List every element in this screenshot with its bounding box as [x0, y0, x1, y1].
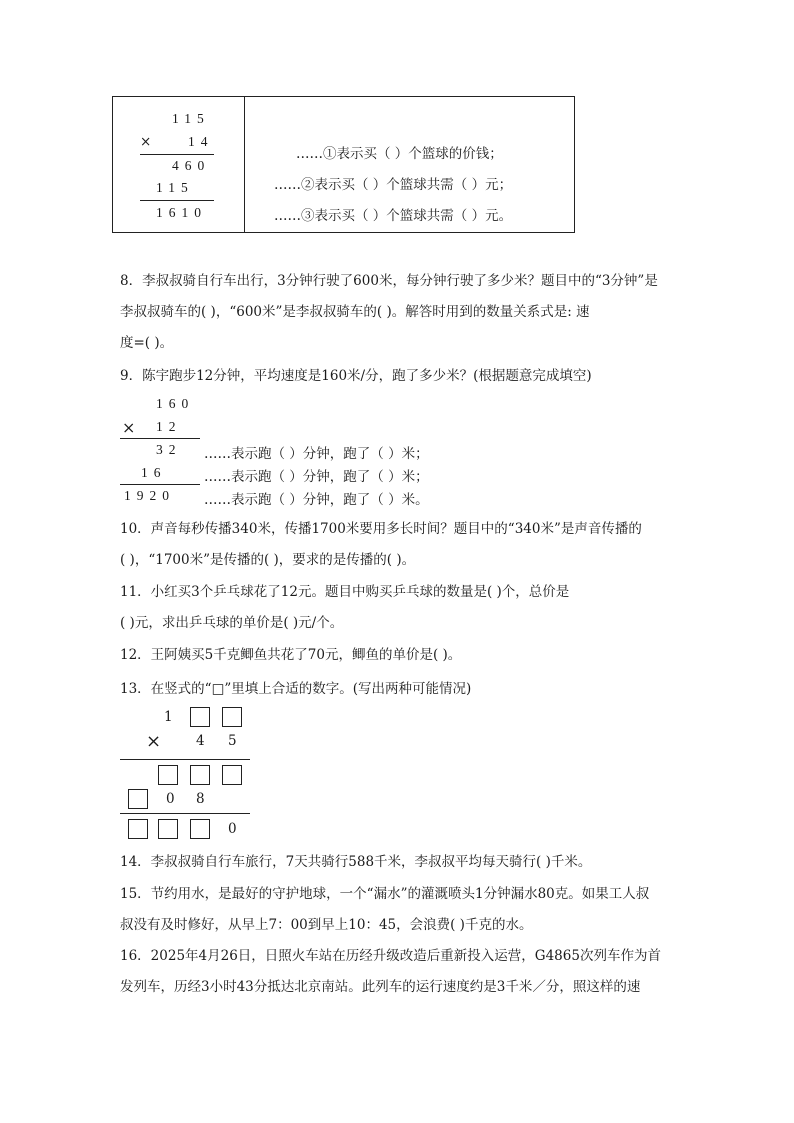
q13-row2-digit-4: 4 — [196, 733, 205, 749]
question-11-line-1: 11．小红买3个乒乓球花了12元。题目中购买乒乓球的数量是( )个，总价是 — [120, 584, 570, 600]
q9-note-1: ……表示跑（ ）分钟，跑了（ ）米； — [204, 446, 429, 462]
q13-blank-box[interactable] — [158, 819, 178, 839]
q9-row-product: 1920 — [124, 488, 175, 503]
q13-rule-2 — [120, 813, 250, 814]
table-row-product: 1610 — [156, 205, 207, 220]
q13-blank-box[interactable] — [190, 819, 210, 839]
question-13-title: 13．在竖式的“□”里填上合适的数字。(写出两种可能情况) — [120, 681, 472, 697]
table-row-partial-1: 460 — [172, 158, 211, 173]
q13-row5-digit-0: 0 — [228, 821, 237, 837]
table-row-multiplier: 14 — [188, 134, 214, 149]
q9-rule-2 — [120, 484, 200, 485]
q13-blank-box[interactable] — [222, 765, 242, 785]
question-14 — [120, 847, 680, 878]
question-8-line-1: 8．李叔叔骑自行车出行，3分钟行驶了600米，每分钟行驶了多少米？题目中的“3分钟”是 — [120, 273, 658, 289]
q9-row-multiplier: 12 — [156, 419, 182, 434]
question-11 — [120, 577, 680, 639]
q9-rule-1 — [120, 438, 200, 439]
table-note-1: ……①表示买（ ）个篮球的价钱； — [296, 146, 503, 162]
q13-blank-box[interactable] — [222, 707, 242, 727]
q9-note-2: ……表示跑（ ）分钟，跑了（ ）米； — [204, 469, 429, 485]
question-16-line-1: 16．2025年4月26日，日照火车站在历经升级改造后重新投入运营，G4865次列车作为首 — [120, 948, 661, 964]
question-14-line-1: 14．李叔叔骑自行车旅行，7天共骑行588千米，李叔叔平均每天骑行( )千米。 — [120, 854, 592, 870]
table-rule-2 — [140, 200, 214, 201]
question-10 — [120, 514, 680, 576]
table-note-3: ……③表示买（ ）个篮球共需（ ）元。 — [274, 208, 513, 224]
q13-blank-box[interactable] — [128, 819, 148, 839]
table-divider — [244, 96, 245, 233]
q13-row2-digit-5: 5 — [228, 733, 237, 749]
q13-blank-box[interactable] — [190, 765, 210, 785]
q13-row4-digit-8: 8 — [196, 791, 205, 807]
q13-blank-box[interactable] — [128, 789, 148, 809]
q9-row-multiplicand: 160 — [156, 396, 195, 411]
question-12-line-1: 12．王阿姨买5千克鲫鱼共花了70元，鲫鱼的单价是( )。 — [120, 647, 462, 663]
question-12 — [120, 640, 680, 671]
q9-times-sign: × — [122, 418, 136, 437]
q13-blank-box[interactable] — [158, 765, 178, 785]
question-15 — [120, 879, 680, 941]
q13-blank-box[interactable] — [190, 707, 210, 727]
q13-row4-digit-0: 0 — [166, 791, 175, 807]
question-10-line-2: ( )，“1700米”是传播的( )，要求的是传播的( )。 — [120, 552, 416, 568]
table-row-multiplicand: 115 — [172, 111, 210, 126]
question-8 — [120, 266, 680, 359]
q9-row-partial-2: 16 — [141, 465, 167, 480]
question-16-line-2: 发列车，历经3小时43分抵达北京南站。此列车的运行速度约是3千米／分，照这样的速 — [120, 979, 641, 995]
question-15-line-1: 15．节约用水，是最好的守护地球，一个“漏水”的灌溉喷头1分钟漏水80克。如果工人叔 — [120, 886, 650, 902]
question-10-line-1: 10．声音每秒传播340米，传播1700米要用多长时间？题目中的“340米”是声音传播的 — [120, 521, 642, 537]
question-16 — [120, 941, 680, 1003]
q9-note-3: ……表示跑（ ）分钟，跑了（ ）米。 — [204, 492, 429, 508]
table-row-partial-2: 115 — [156, 180, 194, 195]
table-note-2: ……②表示买（ ）个篮球共需（ ）元； — [274, 177, 513, 193]
q13-rule-1 — [120, 759, 250, 760]
question-8-line-2: 李叔叔骑车的( )，“600米”是李叔叔骑车的( )。解答时用到的数量关系式是: 速 — [120, 304, 590, 320]
table-rule-1 — [140, 154, 214, 155]
q13-row1-digit: 1 — [164, 709, 173, 725]
q9-row-partial-1: 32 — [156, 442, 182, 457]
table-times-sign: × — [140, 134, 152, 150]
question-11-line-2: ( )元，求出乒乓球的单价是( )元/个。 — [120, 615, 344, 631]
question-15-line-2: 叔没有及时修好，从早上7：00到早上10：45，会浪费( )千克的水。 — [120, 917, 533, 933]
question-9-title: 9．陈宇跑步12分钟，平均速度是160米/分，跑了多少米？(根据题意完成填空) — [120, 368, 592, 384]
q13-times-sign: × — [146, 731, 162, 752]
question-8-line-3: 度=( )。 — [120, 335, 174, 351]
